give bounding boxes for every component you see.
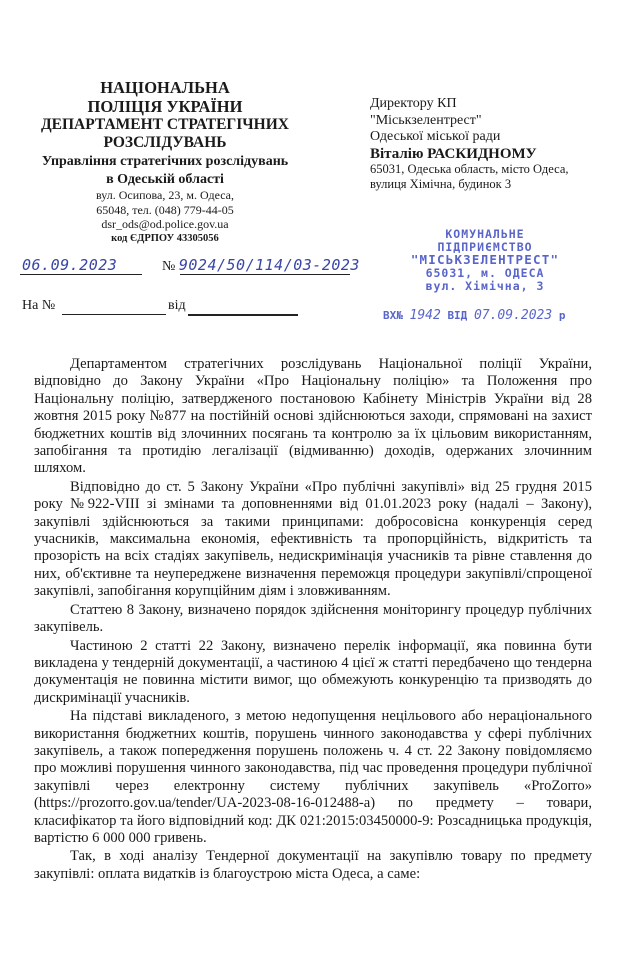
body-paragraph-6: Так, в ході аналізу Тендерної документації на закупівлю товару по предмету закупівлі: оплата видатків із благоустрою міста Одеса, а саме: — [34, 848, 592, 882]
body-paragraph-5: На підставі викладеного, з метою недопущення нецільового або нераціонального використання бюджетних коштів, порушень чинного законодавства у сфері публічних закупівель, а також попередження порушень положень ч. 4 ст. 22 Закону повідомляємо про можливі порушення чинного законодавства, під час проведення процедури публічної закупівлі через електронну систему публічних закупівель «ProZorro» (https://prozorro.gov.ua/tender/UA-2023-08-16-012488-a) по предмету – товари, класифікатор та його відповідний код: ДК 021:2015:03450000-9: Розсадницька продукція, вартістю 6 000 000 гривень. — [34, 708, 592, 846]
subdivision-line1: Управління стратегічних розслідувань — [41, 154, 289, 169]
recipient-line3: Одеської міської ради — [370, 129, 501, 144]
recipient-name: Віталію РАСКИДНОМУ — [370, 145, 537, 162]
outgoing-number: 9024/50/114/03-2023 — [178, 256, 360, 274]
reference-date-line — [168, 298, 186, 314]
body-paragraph-1: Департаментом стратегічних розслідувань Національної поліції України, відповідно до Закону України «Про Національну поліцію» та Положення про Національну поліцію, затвердженого постановою Кабінету Міністрів України від 28 жовтня 2015 року №877 на постійній основі здійснюються заходи, спрямовані на захист бюджетних коштів від злочинних посягань та контролю за їх цільовим використанням, запобігання та протидію легалізації (відмиванню) доходів, одержаних злочинним шляхом. — [34, 356, 592, 477]
stamp-line5: вул. Хімічна, 3 — [425, 278, 545, 293]
incoming-stamp — [383, 227, 585, 323]
number-underline — [180, 274, 350, 275]
reference-line — [22, 298, 55, 314]
recipient-address-line2: вулиця Хімічна, будинок 3 — [370, 177, 512, 191]
subdivision-line2: в Одеській області — [106, 172, 224, 187]
reference-number-underline — [62, 314, 166, 315]
number-sign: № — [162, 259, 176, 274]
date-underline — [20, 274, 142, 275]
reference-date-underline — [188, 314, 298, 316]
recipient-line1: Директору КП — [370, 96, 457, 111]
outgoing-date: 06.09.2023 — [22, 256, 118, 274]
org-name-line2: ПОЛІЦІЯ УКРАЇНИ — [87, 97, 243, 116]
recipient-block — [370, 96, 615, 192]
outgoing-number-field — [162, 256, 360, 275]
sender-address-line2: 65048, тел. (048) 779-44-05 — [96, 202, 234, 217]
stamp-registration-line — [383, 308, 593, 323]
stamp-reg-prefix: ВХ№ — [383, 309, 403, 322]
sender-address-line1: вул. Осипова, 23, м. Одеса, — [95, 188, 235, 202]
stamp-reg-date: 07.09.2023 — [473, 308, 553, 323]
department-line2: РОЗСЛІДУВАНЬ — [103, 134, 227, 151]
body-paragraph-3: Статтею 8 Закону, визначено порядок здійснення моніторингу процедур публічних закупівель. — [34, 601, 592, 636]
sender-block — [22, 78, 308, 245]
stamp-line1: КОМУНАЛЬНЕ — [445, 227, 525, 241]
body-paragraph-2: Відповідно до ст. 5 Закону України «Про публічні закупівлі» від 25 грудня 2015 року №922-VIII зі змінами та доповненнями від 01.01.2023 року (надалі – Закону), закупівлі здійснюються за такими принципами: добросовісна конкуренція серед учасників, максимальна економія, ефективність та пропорційність, відкритість та прозорість на всіх стадіях закупівель, недискримінація учасників та рівне ставлення до них, об'єктивне та неупереджене визначення переможця процедури закупівлі/спрощеної закупівлі, запобігання корупційним діям і зловживанням. — [34, 478, 592, 600]
recipient-address-line1: 65031, Одеська область, місто Одеса, — [370, 162, 569, 176]
sender-email: dsr_ods@od.police.gov.ua — [101, 217, 229, 231]
reference-number-label: На № — [22, 298, 56, 313]
org-name-line1: НАЦІОНАЛЬНА — [100, 78, 230, 97]
stamp-line4: 65031, м. ОДЕСА — [425, 266, 545, 280]
sender-edrpou-code: код ЄДРПОУ 43305056 — [111, 232, 219, 244]
body-paragraph-4: Частиною 2 статті 22 Закону, визначено перелік інформації, яка повинна бути викладена у тендерній документації, а частиною 4 цієї ж статті передбачено що тендерна документація не повинна містити вимог, що обмежують конкуренцію та призводять до дискримінації учасників. — [34, 637, 592, 706]
recipient-line2: "Міськзелентрест" — [370, 112, 482, 128]
stamp-line3: "МІСЬКЗЕЛЕНТРЕСТ" — [410, 252, 560, 267]
stamp-reg-suffix: р — [558, 309, 566, 322]
stamp-line2: ПІДПРИЄМСТВО — [437, 239, 533, 254]
reference-date-label: від — [168, 298, 186, 313]
department-line1: ДЕПАРТАМЕНТ СТРАТЕГІЧНИХ — [40, 116, 289, 133]
stamp-reg-mid: ВІД — [447, 309, 468, 322]
letter-body — [34, 356, 592, 883]
stamp-reg-number: 1942 — [409, 308, 441, 323]
outgoing-date-field — [22, 256, 117, 275]
